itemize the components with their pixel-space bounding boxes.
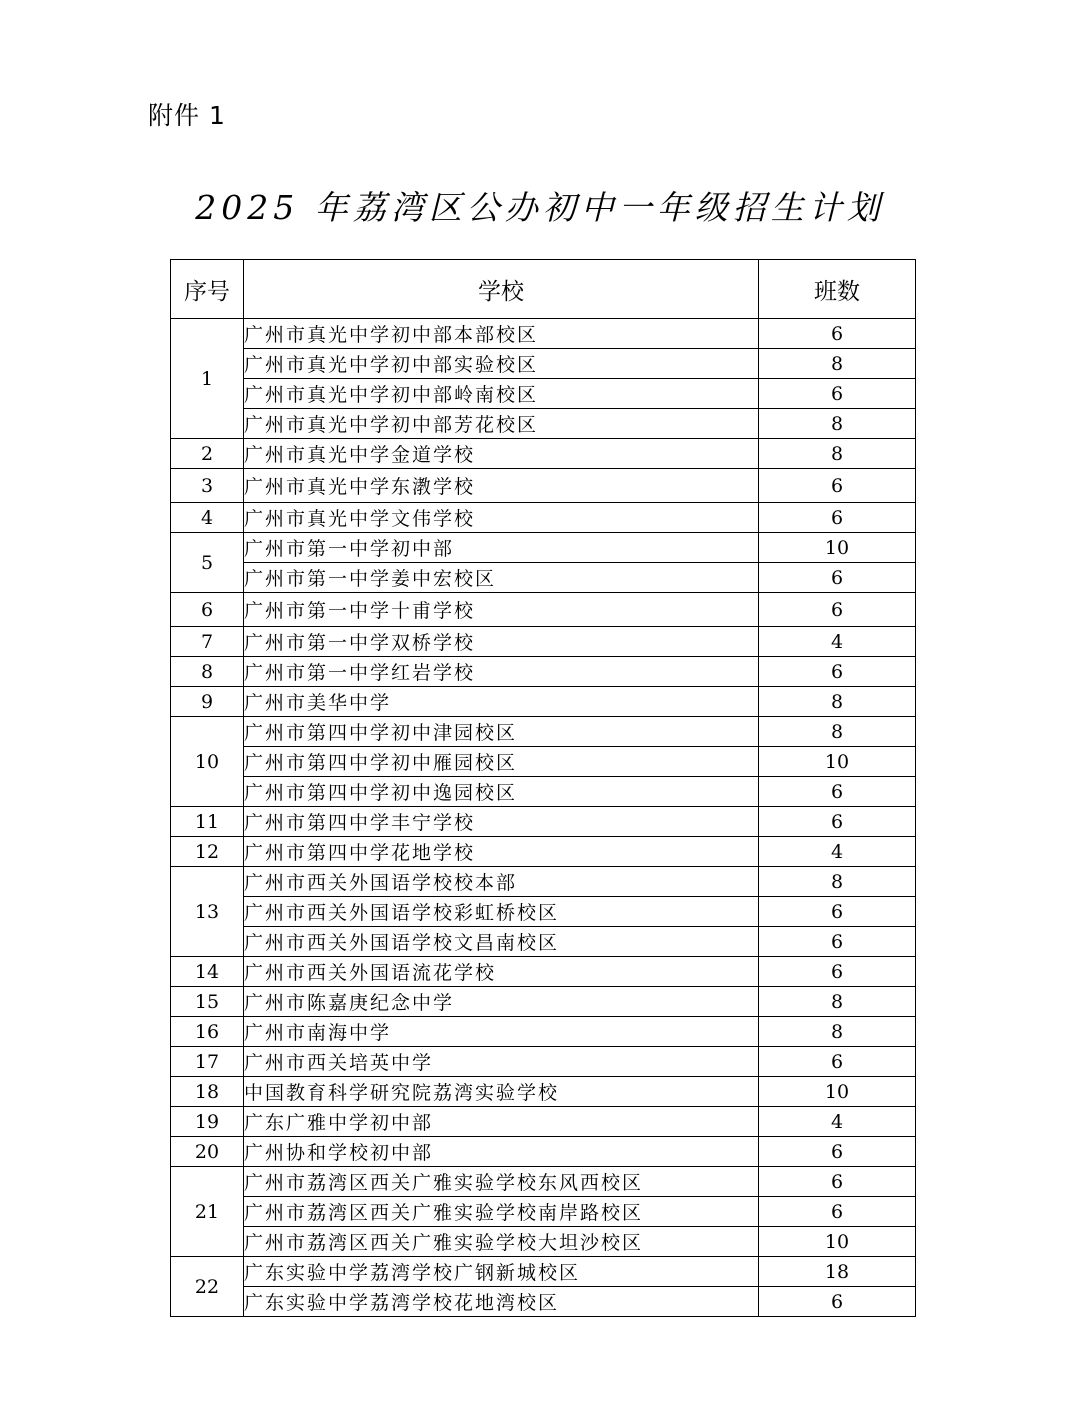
table-row [171, 747, 916, 777]
table-row [171, 593, 916, 627]
header-classes: 班数 [759, 260, 916, 319]
seq-cell: 18 [171, 1077, 244, 1107]
seq-cell: 17 [171, 1047, 244, 1077]
seq-cell: 13 [171, 867, 244, 957]
seq-cell: 10 [171, 717, 244, 807]
class-count-cell: 10 [759, 533, 916, 563]
school-name-cell: 广州市真光中学初中部实验校区 [244, 349, 759, 379]
class-count-cell: 8 [759, 687, 916, 717]
school-name-cell: 广州市西关外国语学校校本部 [244, 867, 759, 897]
class-count-cell: 6 [759, 1047, 916, 1077]
school-name-cell: 广州市西关培英中学 [244, 1047, 759, 1077]
class-count-cell: 6 [759, 469, 916, 503]
class-count-cell: 8 [759, 1017, 916, 1047]
class-count-cell: 6 [759, 777, 916, 807]
school-name-cell: 广东广雅中学初中部 [244, 1107, 759, 1137]
seq-cell: 6 [171, 593, 244, 627]
table-body [171, 319, 916, 1317]
school-name-cell: 广州市西关外国语学校彩虹桥校区 [244, 897, 759, 927]
table-row [171, 1167, 916, 1197]
seq-cell: 19 [171, 1107, 244, 1137]
table-row [171, 1197, 916, 1227]
table-row [171, 469, 916, 503]
table-row [171, 533, 916, 563]
seq-cell: 7 [171, 627, 244, 657]
school-name-cell: 广州市第四中学花地学校 [244, 837, 759, 867]
class-count-cell: 4 [759, 627, 916, 657]
school-name-cell: 广州市西关外国语学校文昌南校区 [244, 927, 759, 957]
school-name-cell: 中国教育科学研究院荔湾实验学校 [244, 1077, 759, 1107]
class-count-cell: 8 [759, 867, 916, 897]
table-row [171, 657, 916, 687]
school-name-cell: 广州市荔湾区西关广雅实验学校南岸路校区 [244, 1197, 759, 1227]
table-row [171, 897, 916, 927]
seq-cell: 16 [171, 1017, 244, 1047]
school-name-cell: 广州市真光中学文伟学校 [244, 503, 759, 533]
seq-cell: 3 [171, 469, 244, 503]
class-count-cell: 10 [759, 1077, 916, 1107]
table-row [171, 439, 916, 469]
school-name-cell: 广州市荔湾区西关广雅实验学校东风西校区 [244, 1167, 759, 1197]
class-count-cell: 8 [759, 717, 916, 747]
class-count-cell: 8 [759, 439, 916, 469]
class-count-cell: 6 [759, 319, 916, 349]
school-name-cell: 广州市西关外国语流花学校 [244, 957, 759, 987]
school-name-cell: 广州市第四中学初中雁园校区 [244, 747, 759, 777]
table-row [171, 987, 916, 1017]
school-name-cell: 广州市第一中学初中部 [244, 533, 759, 563]
table-row [171, 807, 916, 837]
class-count-cell: 6 [759, 1167, 916, 1197]
table-row [171, 563, 916, 593]
school-name-cell: 广州市荔湾区西关广雅实验学校大坦沙校区 [244, 1227, 759, 1257]
school-name-cell: 广州市第一中学红岩学校 [244, 657, 759, 687]
class-count-cell: 4 [759, 837, 916, 867]
class-count-cell: 6 [759, 897, 916, 927]
class-count-cell: 8 [759, 349, 916, 379]
school-name-cell: 广州市陈嘉庚纪念中学 [244, 987, 759, 1017]
header-school: 学校 [244, 260, 759, 319]
table-row [171, 319, 916, 349]
class-count-cell: 18 [759, 1257, 916, 1287]
school-name-cell: 广州市第一中学姜中宏校区 [244, 563, 759, 593]
table-header-row [171, 260, 916, 319]
school-name-cell: 广州市第四中学初中津园校区 [244, 717, 759, 747]
seq-cell: 22 [171, 1257, 244, 1317]
class-count-cell: 6 [759, 807, 916, 837]
seq-cell: 21 [171, 1167, 244, 1257]
seq-cell: 14 [171, 957, 244, 987]
seq-cell: 1 [171, 319, 244, 439]
class-count-cell: 6 [759, 563, 916, 593]
table-row [171, 1077, 916, 1107]
class-count-cell: 6 [759, 1287, 916, 1317]
table-row [171, 837, 916, 867]
school-name-cell: 广州市美华中学 [244, 687, 759, 717]
school-name-cell: 广州市第四中学初中逸园校区 [244, 777, 759, 807]
seq-cell: 20 [171, 1137, 244, 1167]
class-count-cell: 6 [759, 379, 916, 409]
school-name-cell: 广州市真光中学东漖学校 [244, 469, 759, 503]
seq-cell: 11 [171, 807, 244, 837]
class-count-cell: 6 [759, 1137, 916, 1167]
school-name-cell: 广州市真光中学初中部岭南校区 [244, 379, 759, 409]
table-row [171, 717, 916, 747]
school-name-cell: 广州市真光中学金道学校 [244, 439, 759, 469]
class-count-cell: 6 [759, 657, 916, 687]
table-row [171, 1227, 916, 1257]
school-name-cell: 广东实验中学荔湾学校花地湾校区 [244, 1287, 759, 1317]
class-count-cell: 6 [759, 927, 916, 957]
school-name-cell: 广州市南海中学 [244, 1017, 759, 1047]
class-count-cell: 10 [759, 1227, 916, 1257]
table-row [171, 957, 916, 987]
table-row [171, 687, 916, 717]
document-title: 2025 年荔湾区公办初中一年级招生计划 [195, 188, 885, 227]
seq-cell: 8 [171, 657, 244, 687]
school-name-cell: 广州市真光中学初中部本部校区 [244, 319, 759, 349]
table-row [171, 1287, 916, 1317]
school-name-cell: 广东实验中学荔湾学校广钢新城校区 [244, 1257, 759, 1287]
class-count-cell: 10 [759, 747, 916, 777]
enrollment-plan-table [170, 259, 916, 1317]
class-count-cell: 6 [759, 1197, 916, 1227]
seq-cell: 15 [171, 987, 244, 1017]
school-name-cell: 广州协和学校初中部 [244, 1137, 759, 1167]
table-row [171, 379, 916, 409]
class-count-cell: 6 [759, 593, 916, 627]
class-count-cell: 6 [759, 503, 916, 533]
school-name-cell: 广州市第一中学十甫学校 [244, 593, 759, 627]
table-row [171, 1137, 916, 1167]
school-name-cell: 广州市第一中学双桥学校 [244, 627, 759, 657]
seq-cell: 4 [171, 503, 244, 533]
school-name-cell: 广州市第四中学丰宁学校 [244, 807, 759, 837]
table-row [171, 867, 916, 897]
table-row [171, 409, 916, 439]
seq-cell: 12 [171, 837, 244, 867]
table-row [171, 927, 916, 957]
class-count-cell: 6 [759, 957, 916, 987]
header-seq: 序号 [171, 260, 244, 319]
class-count-cell: 8 [759, 987, 916, 1017]
table-row [171, 777, 916, 807]
table-row [171, 1017, 916, 1047]
table-row [171, 503, 916, 533]
class-count-cell: 4 [759, 1107, 916, 1137]
school-name-cell: 广州市真光中学初中部芳花校区 [244, 409, 759, 439]
seq-cell: 2 [171, 439, 244, 469]
table-row [171, 1047, 916, 1077]
class-count-cell: 8 [759, 409, 916, 439]
table-row [171, 349, 916, 379]
attachment-label: 附件 1 [148, 101, 226, 130]
table-row [171, 1257, 916, 1287]
seq-cell: 5 [171, 533, 244, 593]
table-row [171, 1107, 916, 1137]
table-row [171, 627, 916, 657]
seq-cell: 9 [171, 687, 244, 717]
